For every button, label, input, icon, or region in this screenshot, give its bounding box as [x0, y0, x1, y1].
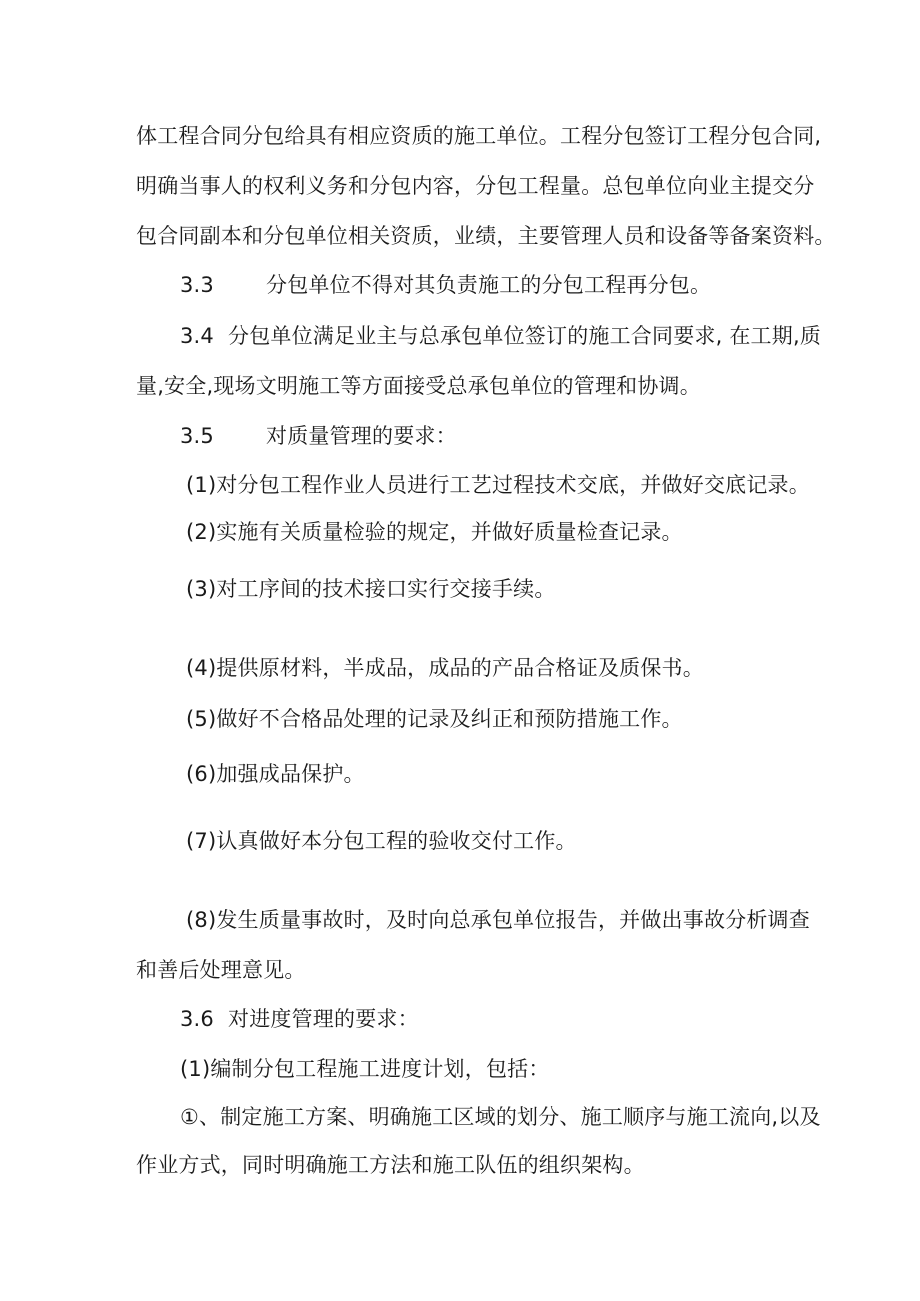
section-number: 3.3 [180, 273, 214, 297]
section-3-6 [180, 1004, 419, 1034]
list-item: (4)提供原材料，半成品，成品的产品合格证及质保书。 [186, 656, 704, 680]
list-item: ①、制定施工方案、明确施工区域的划分、施工顺序与施工流向,以及 [180, 1105, 821, 1129]
list-item: (7)认真做好本分包工程的验收交付工作。 [186, 829, 577, 853]
list-item: (1)编制分包工程施工进度计划，包括： [180, 1057, 550, 1081]
section-text: 对进度管理的要求： [228, 1007, 419, 1031]
paragraph-line: 和善后处理意见。 [136, 958, 306, 982]
paragraph-line: 作业方式，同时明确施工方法和施工队伍的组织架构。 [136, 1153, 645, 1177]
section-number: 3.6 [180, 1007, 214, 1031]
section-3-3 [180, 270, 711, 300]
section-text: 分包单位不得对其负责施工的分包工程再分包。 [266, 273, 712, 297]
list-item: (6)加强成品保护。 [186, 762, 365, 786]
paragraph-line: 明确当事人的权利义务和分包内容，分包工程量。总包单位向业主提交分 [136, 174, 815, 198]
section-text: 对质量管理的要求： [266, 424, 457, 448]
section-3-5 [180, 421, 457, 451]
list-item: (2)实施有关质量检验的规定，并做好质量检查记录。 [186, 520, 683, 544]
section-text: 分包单位满足业主与总承包单位签订的施工合同要求, 在工期,质 [228, 324, 822, 348]
list-item: (1)对分包工程作业人员进行工艺过程技术交底，并做好交底记录。 [186, 473, 810, 497]
section-3-4 [180, 321, 821, 351]
paragraph-line: 量,安全,现场文明施工等方面接受总承包单位的管理和协调。 [136, 374, 701, 398]
paragraph-line: 包合同副本和分包单位相关资质，业绩，主要管理人员和设备等备案资料。 [136, 224, 836, 248]
list-item: (5)做好不合格品处理的记录及纠正和预防措施工作。 [186, 707, 683, 731]
section-number: 3.5 [180, 424, 214, 448]
list-item: (8)发生质量事故时，及时向总承包单位报告，并做出事故分析调查 [186, 908, 810, 932]
section-number: 3.4 [180, 324, 214, 348]
list-item: (3)对工序间的技术接口实行交接手续。 [186, 577, 556, 601]
paragraph-line: 体工程合同分包给具有相应资质的施工单位。工程分包签订工程分包合同, [136, 124, 822, 148]
